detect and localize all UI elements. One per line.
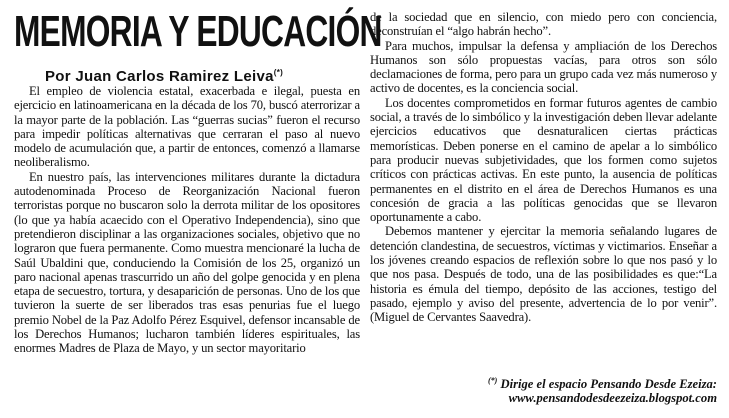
left-text-column [14,84,360,414]
author-name: Por Juan Carlos Ramirez Leiva [45,68,274,85]
author-footnote [377,374,717,406]
footnote-text: Dirige el espacio Pensando Desde Ezeiza: [500,377,717,392]
paragraph: En nuestro país, las intervenciones militares durante la dictadura autodenominada Proceso de Reorganización Nacional fueron terroristas porque no buscaron solo la derrota militar de los opositores (lo que ya había acaecido con el Operativo Independencia), sino que pretendieron disciplinar a las organizaciones sociales, objetivo que no lograron que fuera permanente. Como muestra mencionaré la lucha de Saúl Ubaldini que, conduciendo la Comisión de los 25, organizó un paro nacional apenas trascurrido un año del golpe genocida y en plena etapa de secuestro, tortura, y desaparición de personas. Uno de los que tuvieron la suerte de ser liberados tras esas penurias fue el luego premio Nobel de la Paz Adolfo Pérez Esquivel, defensor incansable de los Derechos Humanos; lucharon también líderes espirituales, las enormes Madres de Plaza de Mayo, y un sector mayoritario [14,169,360,356]
paragraph: Debemos mantener y ejercitar la memoria señalando lugares de detención clandestina, de secuestros, víctimas y victimarios. Enseñar a los jóvenes creando espacios de reflexión sobre lo que nos pasó y lo que nos pasa. Después de todo, una de las posibilidades es que:“La historia es émula del tiempo, depósito de las acciones, testigo del pasado, ejemplo y aviso del presente, advertencia de lo por venir”. (Miguel de Cervantes Saavedra). [370,224,717,325]
paragraph: Los docentes comprometidos en formar futuros agentes de cambio social, a través de lo simbólico y la investigación deben llevar adelante ejercicios educativos que desnaturalicen ciertas prácticas memorísticas. Deben ponerse en el camino de apelar a lo simbólico para producir nuevas subjetividades, que los formen como sujetos críticos con prácticas activas. En este punto, la ausencia de políticas permanentes en el distrito en el área de Derechos Humanos es una concesión de gracia a las políticas genocidas que se llevaron oportunamente a cabo. [370,95,717,225]
paragraph-continuation: de la sociedad que en silencio, con miedo pero con conciencia, deconstruían el “algo habrán hecho”. [370,10,717,39]
paragraph: El empleo de violencia estatal, exacerbada e ilegal, puesta en ejercicio en latinoamericana en la década de los 70, buscó aterrorizar a la mayor parte de la población. Las “guerras sucias” fueron el recurso para impedir políticas alternativas que cerraran el paso al nuevo modelo de acumulación que, a partir de entonces, comenzó a llamarse neoliberalismo. [14,84,360,170]
paragraph: Para muchos, impulsar la defensa y ampliación de los Derechos Humanos son sólo propuestas vacías, para otros son sólo declamaciones de forma, pero para un grupo cada vez más numeroso y activo de docentes, es la conciencia social. [370,38,717,96]
footnote-line [377,374,717,391]
right-text-column [370,10,717,370]
blog-url: www.pensandodesdeezeiza.blogspot.com [508,391,717,406]
author-byline [45,64,283,86]
author-footnote-mark: (*) [273,68,284,77]
article-title: MEMORIA Y EDUCACIÓN [14,7,382,56]
footnote-mark: (*) [487,376,498,385]
